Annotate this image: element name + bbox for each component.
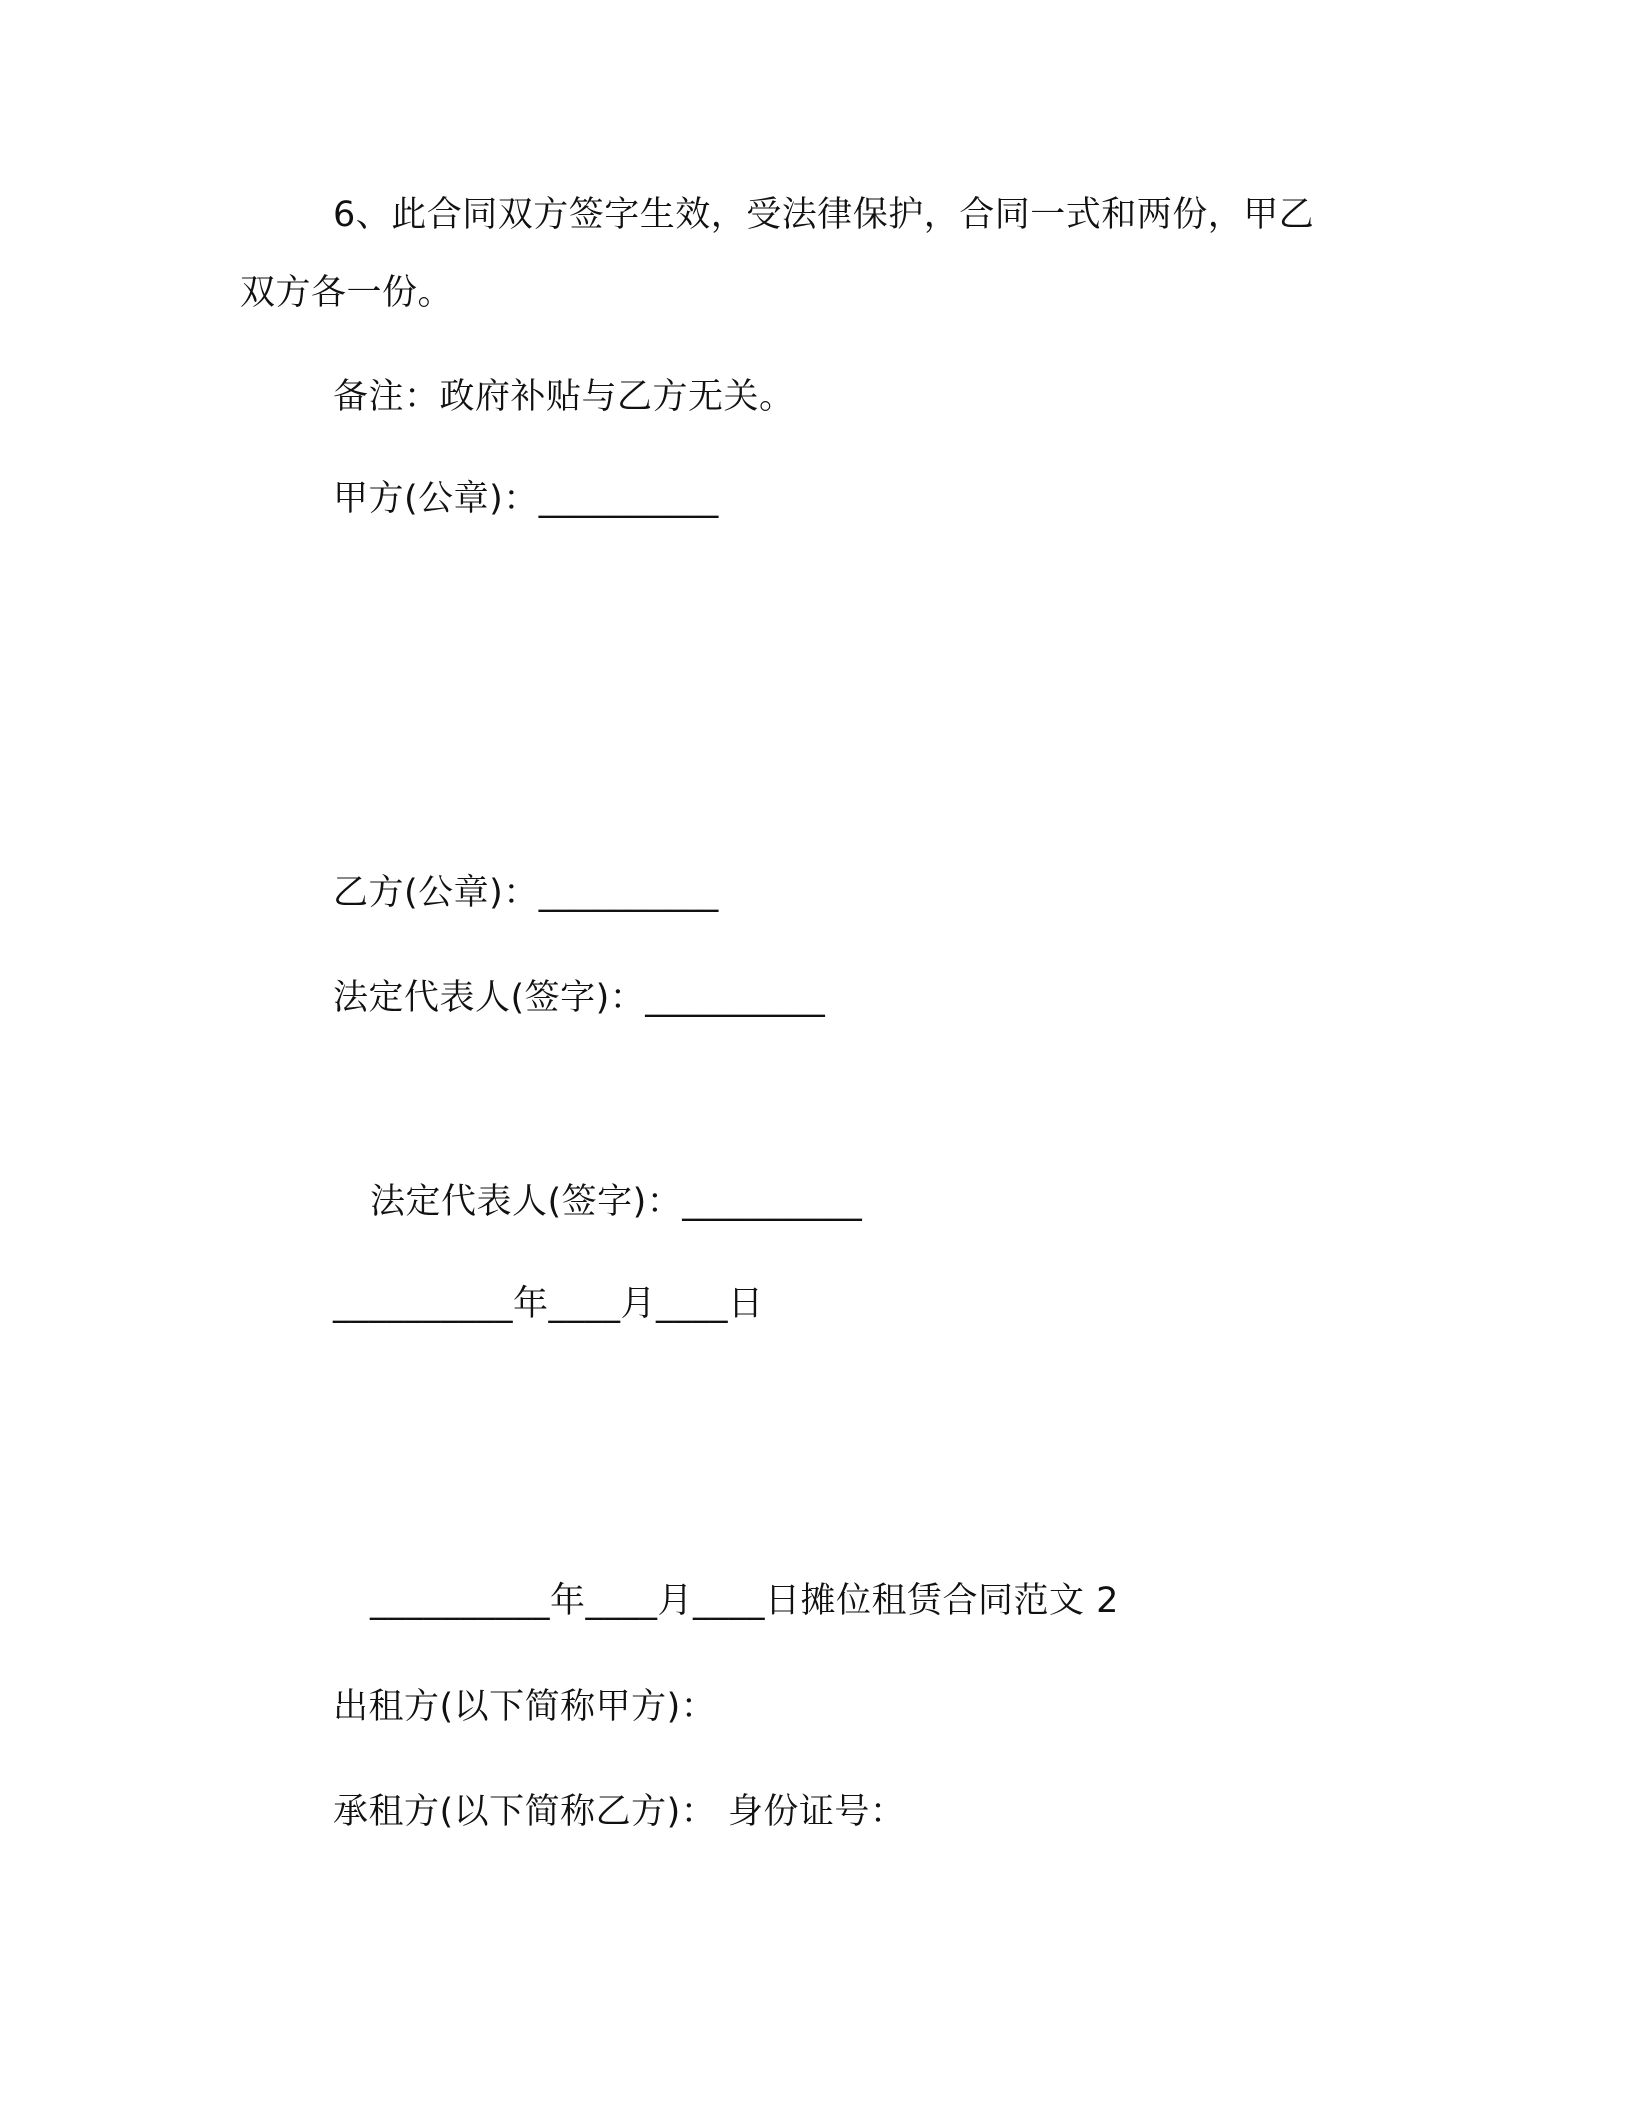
legal-rep-signature-field-2: 法定代表人(签字)：__________	[370, 1182, 863, 1222]
lessee-line: 承租方(以下简称乙方)： 身份证号：	[333, 1792, 906, 1832]
lessor-line: 出租方(以下简称甲方)：	[333, 1687, 717, 1727]
party-a-seal-field: 甲方(公章)：__________	[333, 479, 719, 519]
clause-6-line-2: 双方各一份。	[240, 273, 454, 313]
date-line: __________年____月____日	[333, 1284, 764, 1324]
party-b-seal-field: 乙方(公章)：__________	[333, 873, 719, 913]
clause-6-line-1: 6、此合同双方签字生效，受法律保护，合同一式和两份，甲乙	[333, 195, 1315, 235]
remark-text: 备注：政府补贴与乙方无关。	[333, 377, 795, 417]
next-contract-title: __________年____月____日摊位租赁合同范文 2	[370, 1581, 1119, 1621]
legal-rep-signature-field: 法定代表人(签字)：__________	[333, 978, 826, 1018]
